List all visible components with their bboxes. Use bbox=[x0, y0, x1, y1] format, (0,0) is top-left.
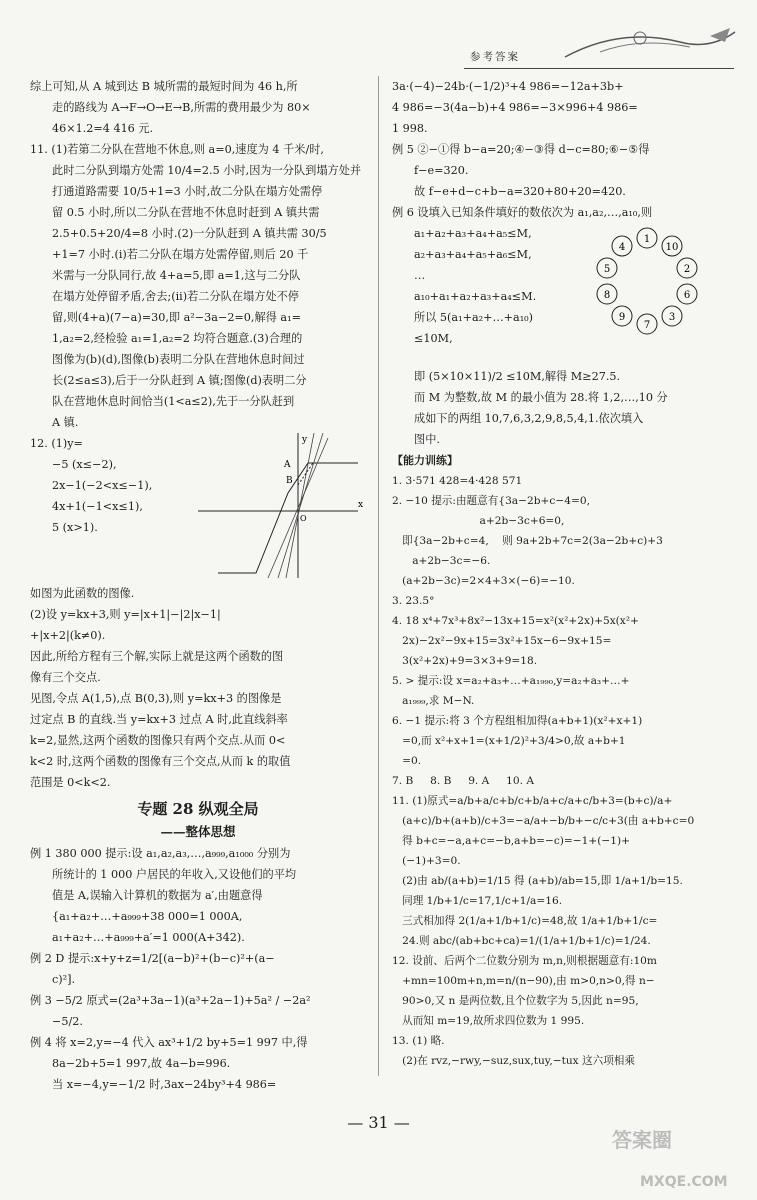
example-6-line: ≤10M, bbox=[414, 332, 453, 345]
function-graph bbox=[198, 433, 366, 581]
header-label: 参考答案 bbox=[470, 51, 520, 63]
point-label-b: B bbox=[286, 476, 293, 486]
answer-line: =0. bbox=[392, 755, 422, 767]
example-1-line: a₁+a₂+…+a₉₉₉+a′=1 000(A+342). bbox=[52, 931, 245, 944]
subsection-heading: 【能力训练】 bbox=[392, 454, 458, 467]
example-4-cont: 1 998. bbox=[392, 122, 428, 135]
circle-node bbox=[677, 284, 697, 304]
answer-12-line: (2)设 y=kx+3,则 y=|x+1|−|2|x−1| bbox=[30, 608, 221, 621]
example-3-line: −5/2. bbox=[52, 1015, 83, 1028]
piecewise-case: 2x−1(−2<x≤−1), bbox=[52, 479, 153, 492]
circle-node bbox=[662, 236, 682, 256]
answer-11-line: 此时二分队到塌方处需 10/4=2.5 小时,因为一分队到塌方处并 bbox=[52, 164, 362, 177]
example-4-line: 例 4 将 x=2,y=−4 代入 ax³+1/2 by+5=1 997 中,得 bbox=[30, 1036, 308, 1049]
circle-node bbox=[637, 314, 657, 334]
piecewise-case: −5 (x≤−2), bbox=[52, 458, 117, 471]
answer-line: 5. > 提示:设 x=a₂+a₃+…+a₁₉₉₀,y=a₂+a₃+…+ bbox=[392, 675, 630, 687]
svg-text:9: 9 bbox=[618, 312, 626, 323]
answer-line: 7. B 8. B 9. A 10. A bbox=[392, 775, 535, 787]
example-4-cont: 4 986=−3(4a−b)+4 986=−3×996+4 986= bbox=[392, 101, 638, 114]
answer-12-line: 如图为此函数的图像. bbox=[30, 587, 135, 600]
answer-line: 12. 设前、后两个二位数分别为 m,n,则根据题意有:10m bbox=[392, 955, 657, 967]
circle-node bbox=[677, 258, 697, 278]
answer-12-line: k<2 时,这两个函数的图像有三个交点,从而 k 的取值 bbox=[30, 755, 291, 768]
example-5-line: f−e=320. bbox=[414, 164, 469, 177]
answer-12-line: 范围是 0<k<2. bbox=[30, 776, 111, 789]
watermark-logo: 答案圈 bbox=[612, 1128, 672, 1152]
svg-text:1: 1 bbox=[643, 234, 651, 245]
answer-11-line: 图像为(b)(d),图像(b)表明二分队在营地休息时间过 bbox=[52, 353, 305, 366]
answer-12-line: 过定点 B 的直线.当 y=kx+3 过点 A 时,此直线斜率 bbox=[30, 713, 288, 726]
example-6-line: 例 6 设填入已知条件填好的数依次为 a₁,a₂,…,a₁₀,则 bbox=[392, 206, 653, 219]
example-6-block bbox=[392, 202, 728, 366]
origin-label: O bbox=[300, 514, 307, 523]
answer-11-line: A 镇. bbox=[52, 416, 79, 429]
answer-line: a+2b−3c+6=0, bbox=[392, 515, 565, 527]
answer-line: a₁₉₉₉,求 M−N. bbox=[392, 695, 475, 707]
right-column bbox=[392, 76, 728, 1071]
piecewise-case: 4x+1(−1<x≤1), bbox=[52, 500, 143, 513]
answer-line: 2x)−2x²−9x+15=3x²+15x−6−9x+15= bbox=[392, 635, 612, 647]
answer-12-line: 像有三个交点. bbox=[30, 671, 101, 684]
answer-line: (a+2b−3c)=2×4+3×(−6)=−10. bbox=[392, 575, 575, 587]
answer-line: (−1)+3=0. bbox=[392, 855, 461, 867]
answer-11-line: +1=7 小时.(i)若二分队在塌方处需停留,则后 20 千 bbox=[52, 248, 309, 261]
axis-label-x: x bbox=[358, 500, 364, 510]
text-line: 综上可知,从 A 城到达 B 城所需的最短时间为 46 h,所 bbox=[30, 80, 298, 93]
example-2-line: c)²]. bbox=[52, 973, 76, 986]
answer-line: (a+c)/b+(a+b)/c+3=−a/a+−b/b+−c/c+3(由 a+b+c=0 bbox=[392, 815, 695, 827]
answer-12-line: k=2,显然,这两个函数的图像只有两个交点.从而 0< bbox=[30, 734, 286, 747]
answer-12-line: 因此,所给方程有三个解,实际上就是这两个函数的图 bbox=[30, 650, 284, 663]
example-3-line: 例 3 −5/2 原式=(2a³+3a−1)(a³+2a−1)+5a² / −2a² bbox=[30, 994, 311, 1007]
section-subtitle: ——整体思想 bbox=[160, 824, 236, 839]
example-5-line: 例 5 ②−①得 b−a=20;④−③得 d−c=80;⑥−⑤得 bbox=[392, 143, 650, 156]
answer-line: (2)在 rvz,−rwy,−suz,sux,tuy,−tux 这六项相乘 bbox=[392, 1055, 635, 1067]
answer-12-line: 见图,令点 A(1,5),点 B(0,3),则 y=kx+3 的图像是 bbox=[30, 692, 282, 705]
page-header bbox=[0, 0, 757, 70]
svg-text:4: 4 bbox=[618, 242, 626, 253]
circle-node bbox=[662, 306, 682, 326]
example-1-line: 值是 A,误输入计算机的数据为 a′,由题意得 bbox=[52, 889, 263, 902]
answer-line: 得 b+c=−a,a+c=−b,a+b=−c)=−1+(−1)+ bbox=[392, 835, 631, 847]
answer-line: 即{3a−2b+c=4, 则 9a+2b+7c=2(3a−2b+c)+3 bbox=[392, 535, 663, 547]
svg-text:6: 6 bbox=[683, 290, 691, 301]
answer-line: 24.则 abc/(ab+bc+ca)=1/(1/a+1/b+1/c)=1/24. bbox=[392, 935, 651, 947]
answer-11-line: 长(2≤a≤3),后于一分队赶到 A 镇;图像(d)表明二分 bbox=[52, 374, 307, 387]
svg-text:3: 3 bbox=[668, 312, 676, 323]
example-6-line: a₁+a₂+a₃+a₄+a₅≤M, bbox=[414, 227, 532, 240]
answer-line: (2)由 ab/(a+b)=1/15 得 (a+b)/ab=15,即 1/a+1/b=15. bbox=[392, 875, 683, 887]
answer-line: 6. −1 提示:将 3 个方程组相加得(a+b+1)(x²+x+1) bbox=[392, 715, 643, 727]
answer-line: 3. 23.5° bbox=[392, 595, 435, 607]
example-1-line: 例 1 380 000 提示:设 a₁,a₂,a₃,…,a₉₉₉,a₁₀₀₀ 分别为 bbox=[30, 847, 291, 860]
point-label-a: A bbox=[284, 460, 291, 470]
left-column bbox=[30, 76, 366, 1095]
answer-11-line: 11. (1)若第二分队在营地不休息,则 a=0,速度为 4 千米/时, bbox=[30, 143, 324, 156]
answer-line: 同理 1/b+1/c=17,1/c+1/a=16. bbox=[392, 895, 563, 907]
answer-line: 2. −10 提示:由题意有{3a−2b+c−4=0, bbox=[392, 495, 590, 507]
column-divider bbox=[378, 76, 379, 1076]
example-6-line: … bbox=[414, 269, 426, 282]
example-6-line: 成如下的两组 10,7,6,3,2,9,8,5,4,1.依次填入 bbox=[414, 412, 644, 425]
example-6-line: 图中. bbox=[414, 433, 440, 446]
page-number-value: 31 bbox=[368, 1113, 389, 1132]
example-4-line: 8a−2b+5=1 997,故 4a−b=996. bbox=[52, 1057, 231, 1070]
text-line: 46×1.2=4 416 元. bbox=[52, 122, 154, 135]
answer-line: 13. (1) 略. bbox=[392, 1035, 445, 1047]
svg-text:10: 10 bbox=[665, 242, 679, 253]
answer-line: 11. (1)原式=a/b+a/c+b/c+b/a+c/a+c/b+3=(b+c)/a+ bbox=[392, 795, 673, 807]
answers-list bbox=[392, 471, 728, 1071]
example-6-line: 所以 5(a₁+a₂+…+a₁₀) bbox=[414, 311, 534, 324]
answer-11-line: 队在营地休息时间恰当(1<a≤2),先于一分队赶到 bbox=[52, 395, 295, 408]
answer-line: 三式相加得 2(1/a+1/b+1/c)=48,故 1/a+1/b+1/c= bbox=[392, 915, 658, 927]
example-6-line: 即 (5×10×11)/2 ≤10M,解得 M≥27.5. bbox=[414, 370, 621, 383]
example-2-line: 例 2 D 提示:x+y+z=1/2[(a−b)²+(b−c)²+(a− bbox=[30, 952, 275, 965]
answer-11-line: 留,则(4+a)(7−a)=30,即 a²−3a−2=0,解得 a₁= bbox=[52, 311, 301, 324]
example-6-line: a₂+a₃+a₄+a₅+a₆≤M, bbox=[414, 248, 532, 261]
axis-label-y: y bbox=[302, 435, 308, 445]
section-title: 专题 28 纵观全局 bbox=[137, 800, 259, 818]
answer-11-line: 在塌方处停留矛盾,舍去;(ii)若二分队在塌方处不停 bbox=[52, 290, 299, 303]
circle-ring-diagram bbox=[592, 226, 702, 336]
circle-node bbox=[597, 258, 617, 278]
example-1-line: {a₁+a₂+…+a₉₉₉+38 000=1 000A, bbox=[52, 910, 243, 923]
answer-line: 4. 18 x⁴+7x³+8x²−13x+15=x²(x²+2x)+5x(x²+ bbox=[392, 615, 639, 627]
answer-11-line: 米需与一分队同行,故 4+a=5,即 a=1,这与二分队 bbox=[52, 269, 301, 282]
answer-11-line: 2.5+0.5+20/4=8 小时.(2)一分队赶到 A 镇共需 30/5 bbox=[52, 227, 327, 240]
circle-node bbox=[637, 228, 657, 248]
page-number: — 31 — bbox=[347, 1113, 410, 1132]
svg-text:7: 7 bbox=[643, 320, 651, 331]
answer-12-head: 12. (1)y= bbox=[30, 437, 83, 450]
circle-node bbox=[597, 284, 617, 304]
answer-line: =0,而 x²+x+1=(x+1/2)²+3/4>0,故 a+b+1 bbox=[392, 735, 626, 747]
answer-line: 3(x²+2x)+9=3×3+9=18. bbox=[392, 655, 538, 667]
piecewise-case: 5 (x>1). bbox=[52, 521, 98, 534]
answer-line: 1. 3·571 428=4·428 571 bbox=[392, 475, 523, 487]
example-5-line: 故 f−e+d−c+b−a=320+80+20=420. bbox=[414, 185, 626, 198]
example-6-line: a₁₀+a₁+a₂+a₃+a₄≤M. bbox=[414, 290, 537, 303]
example-4-line: 当 x=−4,y=−1/2 时,3ax−24by³+4 986= bbox=[52, 1078, 277, 1091]
circle-node bbox=[612, 236, 632, 256]
example-4-cont: 3a·(−4)−24b·(−1/2)³+4 986=−12a+3b+ bbox=[392, 80, 624, 93]
answer-11-line: 打通道路需要 10/5+1=3 小时,故二分队在塌方处需停 bbox=[52, 185, 323, 198]
answer-12-line: +|x+2|(k≠0). bbox=[30, 629, 106, 642]
circle-node bbox=[612, 306, 632, 326]
svg-text:2: 2 bbox=[683, 264, 691, 275]
header-rule bbox=[464, 68, 734, 69]
svg-text:8: 8 bbox=[603, 290, 611, 301]
answer-line: 从而知 m=19,故所求四位数为 1 995. bbox=[392, 1015, 585, 1027]
watermark-url: MXQE.COM bbox=[640, 1174, 728, 1190]
svg-text:5: 5 bbox=[603, 264, 611, 275]
example-1-line: 所统计的 1 000 户居民的年收入,又设他们的平均 bbox=[52, 868, 297, 881]
text-line: 走的路线为 A→F→O→E→B,所需的费用最少为 80× bbox=[52, 101, 311, 114]
answer-line: +mn=100m+n,m=n/(n−90),由 m>0,n>0,得 n− bbox=[392, 975, 655, 987]
piecewise-block bbox=[30, 433, 366, 583]
answer-line: a+2b−3c=−6. bbox=[392, 555, 491, 567]
answer-line: 90>0,又 n 是两位数,且个位数字为 5,因此 n=95, bbox=[392, 995, 639, 1007]
answer-11-line: 1,a₂=2,经检验 a₁=1,a₂=2 均符合题意.(3)合理的 bbox=[52, 332, 303, 345]
header-ornament-icon bbox=[560, 22, 740, 72]
answer-11-line: 留 0.5 小时,所以二分队在营地不休息时赶到 A 镇共需 bbox=[52, 206, 320, 219]
example-6-line: 而 M 为整数,故 M 的最小值为 28.将 1,2,…,10 分 bbox=[414, 391, 668, 404]
